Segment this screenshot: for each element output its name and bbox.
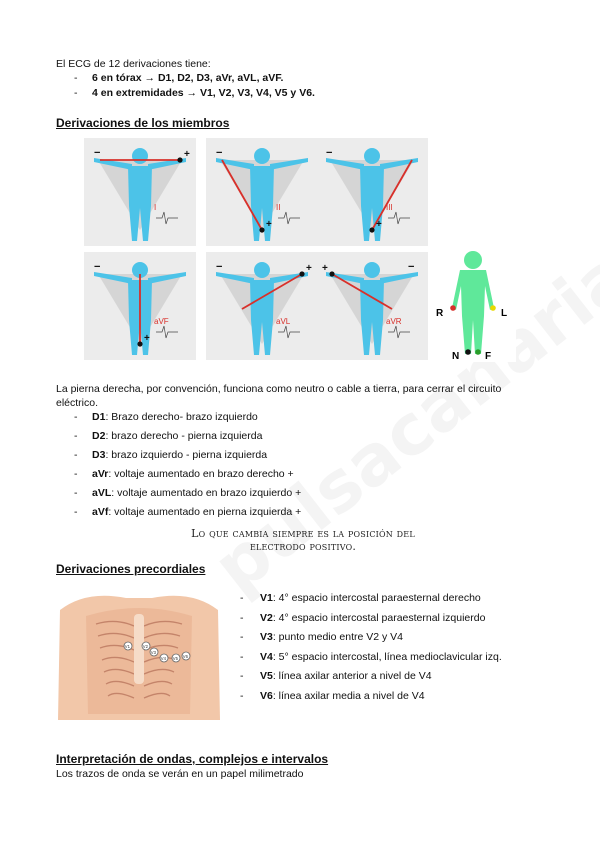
- electrode-label: V3: [150, 650, 156, 655]
- limb-lead-description: : voltaje aumentado en brazo izquierdo +: [111, 487, 302, 499]
- precordial-lead-term: V5: [260, 670, 273, 682]
- intro-item: 4 en extremidades → V1, V2, V3, V4, V5 y V6.: [92, 87, 315, 99]
- limb-lead-item: [92, 449, 267, 461]
- precordial-lead-item: [260, 592, 481, 604]
- intro-item: 6 en tórax → D1, D2, D3, aVr, aVL, aVF.: [92, 72, 284, 84]
- electrode-label: V5: [172, 656, 178, 661]
- electrode-label: V4: [160, 656, 166, 661]
- bullet-dash: -: [240, 650, 244, 663]
- bullet-dash: -: [240, 689, 244, 702]
- limb-lead-item: [92, 487, 301, 499]
- interpretation-text: Los trazos de onda se verán en un papel milimetrado: [56, 768, 304, 780]
- bullet-dash: -: [74, 87, 78, 99]
- bullet-dash: -: [240, 592, 244, 604]
- precordial-lead-description: : línea axilar anterior a nivel de V4: [272, 670, 432, 682]
- precordial-lead-description: : 4° espacio intercostal paraesternal derecho: [272, 592, 481, 604]
- limb-lead-description: : voltaje aumentado en brazo derecho +: [108, 468, 294, 480]
- section-heading-interpretation: Interpretación de ondas, complejos e intervalos: [56, 752, 329, 766]
- bullet-dash: -: [240, 611, 244, 624]
- bullet-dash: -: [74, 72, 78, 84]
- lead-panel: [84, 252, 196, 360]
- bullet-dash: -: [240, 631, 244, 643]
- electrode-l: [490, 305, 496, 311]
- precordial-lead-term: V3: [260, 631, 273, 643]
- positive-electrode-dot: [299, 271, 304, 276]
- electrode-body-figure: [430, 242, 516, 362]
- plus-sign: +: [376, 219, 382, 230]
- electrode-r: [450, 305, 456, 311]
- sternum: [134, 614, 144, 684]
- lead-label: III: [386, 203, 393, 212]
- precordial-lead-term: V2: [260, 611, 273, 624]
- limb-lead-term: aVL: [92, 487, 112, 499]
- figure-head: [364, 262, 380, 278]
- positive-electrode-dot: [369, 227, 374, 232]
- precordial-lead-item: [260, 670, 432, 682]
- figure-head: [132, 148, 148, 164]
- minus-sign: −: [326, 147, 333, 159]
- figure-head: [364, 148, 380, 164]
- label-l: L: [501, 308, 508, 319]
- limb-lead-description: : brazo izquierdo - pierna izquierda: [105, 449, 268, 461]
- minus-sign: −: [94, 147, 101, 159]
- figure-head: [254, 262, 270, 278]
- chest-figure: [56, 580, 222, 720]
- positive-electrode-dot: [329, 271, 334, 276]
- chest-svg: [56, 580, 222, 720]
- limb-lead-term: aVr: [92, 468, 109, 480]
- limb-leads-figure: [84, 138, 516, 364]
- electrode-label: V6: [182, 654, 188, 659]
- lead-label: aVR: [386, 317, 402, 326]
- green-head: [464, 251, 482, 269]
- bullet-dash: -: [74, 449, 78, 461]
- limb-leads-svg: [84, 138, 516, 364]
- precordial-lead-item: [260, 651, 502, 663]
- precordial-lead-term: V1: [260, 592, 273, 604]
- positive-electrode-dot: [137, 341, 142, 346]
- plus-sign: +: [306, 263, 312, 274]
- label-r: R: [436, 308, 444, 319]
- label-n: N: [452, 351, 460, 362]
- precordial-lead-description: : 5° espacio intercostal, línea medioclavicular izq.: [272, 650, 502, 663]
- precordial-lead-description: : línea axilar media a nivel de V4: [272, 689, 425, 702]
- limb-lead-description: : brazo derecho - pierna izquierda: [105, 430, 263, 442]
- minus-sign: −: [408, 261, 415, 273]
- bullet-dash: -: [240, 670, 244, 682]
- precordial-lead-term: V4: [260, 650, 273, 663]
- positive-electrode-dot: [177, 157, 182, 162]
- intro-line: El ECG de 12 derivaciones tiene:: [56, 58, 211, 70]
- plus-sign: +: [184, 149, 190, 160]
- bullet-dash: -: [74, 468, 78, 480]
- electrode-f: [475, 349, 481, 355]
- limb-lead-term: aVf: [92, 506, 109, 518]
- limb-lead-item: [92, 468, 294, 480]
- lead-panel: [316, 138, 428, 246]
- limb-lead-item: [92, 430, 262, 442]
- limb-lead-description: : voltaje aumentado en pierna izquierda +: [108, 506, 302, 518]
- lead-label: aVL: [276, 317, 291, 326]
- positive-electrode-note: Lo que cambia siempre es la posición del electrodo positivo.: [191, 527, 415, 553]
- precordial-lead-item: [260, 612, 485, 624]
- precordial-lead-description: : punto medio entre V2 y V4: [272, 631, 404, 643]
- plus-sign: +: [266, 219, 272, 230]
- lead-label: I: [154, 203, 157, 212]
- plus-sign: +: [144, 333, 150, 344]
- bullet-dash: -: [74, 487, 78, 499]
- limb-lead-term: D2: [92, 430, 106, 442]
- precordial-lead-term: V6: [260, 689, 273, 702]
- electrode-n: [465, 349, 471, 355]
- plus-sign: +: [322, 263, 328, 274]
- electrode-label: V1: [124, 644, 130, 649]
- precordial-lead-item: [260, 631, 403, 643]
- precordial-lead-description: : 4° espacio intercostal paraesternal izquierdo: [272, 611, 486, 624]
- minus-sign: −: [216, 147, 223, 159]
- lead-panel: [84, 138, 196, 246]
- limb-lead-term: D3: [92, 449, 106, 461]
- lead-panel: [206, 138, 318, 246]
- lead-panel: [316, 252, 428, 360]
- bullet-dash: -: [74, 506, 78, 518]
- minus-sign: −: [216, 261, 223, 273]
- minus-sign: −: [94, 261, 101, 273]
- precordial-lead-item: [260, 690, 425, 702]
- section-heading-precordial: Derivaciones precordiales: [56, 562, 206, 576]
- limb-lead-description: : Brazo derecho- brazo izquierdo: [105, 411, 258, 423]
- lead-label: II: [276, 203, 281, 212]
- limb-lead-item: [92, 506, 301, 518]
- label-f: F: [485, 351, 492, 362]
- limb-paragraph: La pierna derecha, por convención, funciona como neutro o cable a tierra, para cerrar el circuito eléctrico.: [56, 383, 502, 409]
- bullet-dash: -: [74, 430, 78, 442]
- limb-lead-term: D1: [92, 411, 106, 423]
- positive-electrode-dot: [259, 227, 264, 232]
- figure-head: [254, 148, 270, 164]
- section-heading-limb: Derivaciones de los miembros: [56, 116, 230, 130]
- bullet-dash: -: [74, 411, 78, 423]
- lead-label: aVF: [154, 317, 169, 326]
- electrode-label: V2: [142, 644, 148, 649]
- limb-lead-item: [92, 411, 258, 423]
- lead-panel: [206, 252, 318, 360]
